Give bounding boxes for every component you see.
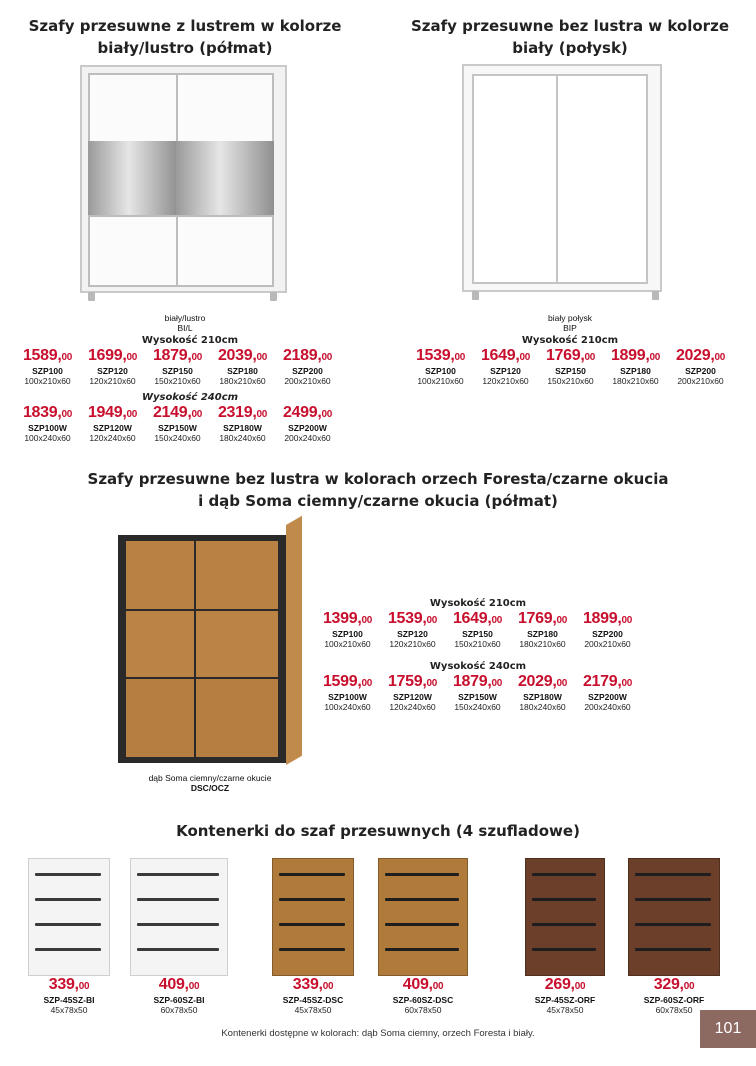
price: [603, 348, 668, 366]
price-cents: 00: [556, 678, 568, 689]
drawer-handle: [532, 873, 596, 876]
price-item: [380, 611, 445, 649]
price-item: [80, 348, 145, 386]
caption-wood: [130, 773, 290, 793]
door-panel: [126, 541, 194, 609]
title-line: biały/lustro (półmat): [97, 39, 273, 57]
price-row: [15, 348, 340, 386]
product-code: SZP150: [462, 629, 493, 639]
price-item: [210, 405, 275, 443]
product-code: SZP180: [620, 366, 651, 376]
price: [668, 348, 733, 366]
product-code: SZP120: [97, 366, 128, 376]
product-code: SZP-60SZ-BI: [153, 995, 205, 1005]
price-item: [538, 348, 603, 386]
price: [378, 977, 468, 995]
price: [315, 674, 380, 692]
product-code: SZP200W: [288, 423, 327, 433]
chest-price-block: [378, 977, 468, 1015]
product-code: SZP100: [332, 629, 363, 639]
price-item: [510, 611, 575, 649]
price: [210, 348, 275, 366]
price: [268, 977, 358, 995]
dimensions: 150x240x60: [454, 702, 501, 712]
price-cents: 00: [432, 981, 444, 992]
price: [629, 977, 719, 995]
price: [575, 674, 640, 692]
dimensions: 150x210x60: [454, 639, 501, 649]
price-cents: 00: [322, 981, 334, 992]
price-main: 1649,: [452, 610, 492, 627]
door-panel: [196, 679, 278, 757]
price-cents: 00: [361, 678, 373, 689]
height-240-label: Wysokość 240cm: [141, 392, 239, 403]
drawer-handle: [35, 948, 101, 951]
product-code: SZP100W: [328, 692, 367, 702]
height-210-label: Wysokość 210cm: [429, 598, 527, 609]
price-main: 1589,: [22, 347, 62, 364]
product-code: SZP180: [227, 366, 258, 376]
drawer-handle: [532, 923, 596, 926]
dimensions: 200x240x60: [584, 702, 631, 712]
price-row: [15, 405, 340, 443]
price-main: 2319,: [217, 404, 257, 421]
product-code: SZP120: [490, 366, 521, 376]
dimensions: 200x240x60: [284, 433, 331, 443]
price-cents: 00: [454, 352, 466, 363]
price-main: 329,: [653, 976, 684, 993]
price-item: [603, 348, 668, 386]
caption-line: dąb Soma ciemny/czarne okucie: [148, 773, 272, 783]
price: [210, 405, 275, 423]
dimensions: 180x210x60: [612, 376, 659, 386]
price: [445, 674, 510, 692]
price: [445, 611, 510, 629]
price-main: 2029,: [675, 347, 715, 364]
price-item: [315, 674, 380, 712]
price: [134, 977, 224, 995]
price-cents: 00: [126, 352, 138, 363]
price-row: [408, 348, 733, 386]
wardrobe-mirror-image: [80, 65, 287, 293]
product-code: SZP100: [32, 366, 63, 376]
dimensions: 180x210x60: [219, 376, 266, 386]
price-cents: 00: [361, 615, 373, 626]
dimensions: 180x210x60: [519, 639, 566, 649]
price-main: 409,: [158, 976, 189, 993]
section-title-gloss: [400, 15, 740, 59]
caption-line: biały/lustro: [164, 313, 206, 323]
price-item: [380, 674, 445, 712]
price-item: [445, 674, 510, 712]
price-cents: 00: [126, 409, 138, 420]
price: [520, 977, 610, 995]
price-main: 1539,: [415, 347, 455, 364]
price-cents: 00: [519, 352, 531, 363]
dimensions: 200x210x60: [677, 376, 724, 386]
price: [15, 405, 80, 423]
title-line: i dąb Soma ciemny/czarne okucia (półmat): [198, 492, 558, 510]
price-cents: 00: [61, 409, 73, 420]
product-code: SZP200: [292, 366, 323, 376]
price-item: [473, 348, 538, 386]
drawer-handle: [279, 898, 345, 901]
drawer-handle: [385, 923, 459, 926]
dimensions: 150x240x60: [154, 433, 201, 443]
chest-image: [272, 858, 354, 976]
price-item: [210, 348, 275, 386]
price-row: [315, 611, 640, 649]
product-code: SZP-45SZ-ORF: [534, 995, 596, 1005]
product-code: SZP100W: [28, 423, 67, 433]
price-main: 1769,: [517, 610, 557, 627]
dimensions: 150x210x60: [547, 376, 594, 386]
price-item: [145, 405, 210, 443]
price-main: 2039,: [217, 347, 257, 364]
price-item: [408, 348, 473, 386]
dimensions: 100x240x60: [324, 702, 371, 712]
price: [24, 977, 114, 995]
price-main: 1839,: [22, 404, 62, 421]
section-title-containers: Kontenerki do szaf przesuwnych (4 szufladowe): [176, 822, 580, 840]
product-code: SZP-60SZ-ORF: [643, 995, 705, 1005]
wardrobe-leg: [88, 292, 95, 301]
drawer-handle: [35, 873, 101, 876]
product-code: SZP-45SZ-DSC: [282, 995, 344, 1005]
dimensions: 180x240x60: [519, 702, 566, 712]
price: [145, 348, 210, 366]
dimensions: 200x210x60: [584, 639, 631, 649]
product-code: SZP150: [162, 366, 193, 376]
drawer-handle: [385, 898, 459, 901]
chest-image: [378, 858, 468, 976]
price: [510, 611, 575, 629]
price-item: [510, 674, 575, 712]
price-cents: 00: [321, 409, 333, 420]
drawer-handle: [385, 948, 459, 951]
dimensions: 45x78x50: [50, 1005, 88, 1015]
product-code: SZP-45SZ-BI: [43, 995, 95, 1005]
dimensions: 120x240x60: [89, 433, 136, 443]
price-main: 1539,: [387, 610, 427, 627]
price-main: 1949,: [87, 404, 127, 421]
section-title-wood: [20, 468, 736, 512]
door-panel: [176, 215, 274, 287]
price-cents: 00: [188, 981, 200, 992]
product-code: SZP200W: [588, 692, 627, 702]
price-item: [275, 348, 340, 386]
price-main: 2499,: [282, 404, 322, 421]
price-cents: 00: [683, 981, 695, 992]
product-code: SZP-60SZ-DSC: [392, 995, 454, 1005]
height-240-label: Wysokość 240cm: [429, 661, 527, 672]
chest-image: [628, 858, 720, 976]
wardrobe-gloss-image: [462, 64, 662, 292]
price-main: 1399,: [322, 610, 362, 627]
product-code: SZP150W: [458, 692, 497, 702]
price-cents: 00: [649, 352, 661, 363]
chest-image: [28, 858, 110, 976]
price: [510, 674, 575, 692]
drawer-handle: [137, 923, 219, 926]
drawer-handle: [137, 873, 219, 876]
price-main: 1769,: [545, 347, 585, 364]
price: [380, 674, 445, 692]
door-panel: [176, 73, 274, 143]
drawer-handle: [635, 898, 711, 901]
price-main: 1899,: [610, 347, 650, 364]
drawer-handle: [137, 898, 219, 901]
chest-price-block: [520, 977, 610, 1015]
dimensions: 200x210x60: [284, 376, 331, 386]
dimensions: 100x210x60: [324, 639, 371, 649]
price-cents: 00: [426, 678, 438, 689]
dimensions: 100x210x60: [24, 376, 71, 386]
price: [275, 348, 340, 366]
price-main: 339,: [292, 976, 323, 993]
price-cents: 00: [321, 352, 333, 363]
product-code: SZP180W: [523, 692, 562, 702]
chest-price-block: [268, 977, 358, 1015]
product-code: SZP150W: [158, 423, 197, 433]
price: [315, 611, 380, 629]
price-item: [80, 405, 145, 443]
price-cents: 00: [426, 615, 438, 626]
dimensions: 180x240x60: [219, 433, 266, 443]
drawer-handle: [635, 923, 711, 926]
price: [575, 611, 640, 629]
price-main: 1899,: [582, 610, 622, 627]
price-item: [668, 348, 733, 386]
price: [473, 348, 538, 366]
price-cents: 00: [256, 409, 268, 420]
dimensions: 60x78x50: [655, 1005, 693, 1015]
dimensions: 120x210x60: [389, 639, 436, 649]
drawer-handle: [279, 923, 345, 926]
price-cents: 00: [256, 352, 268, 363]
product-code: SZP150: [555, 366, 586, 376]
availability-note: Kontenerki dostępne w kolorach: dąb Soma ciemny, orzech Foresta i biały.: [221, 1028, 535, 1039]
door-panel: [88, 215, 178, 287]
price-cents: 00: [491, 615, 503, 626]
price-item: [315, 611, 380, 649]
dimensions: 120x210x60: [482, 376, 529, 386]
chest-image: [525, 858, 605, 976]
price-row: [315, 674, 640, 712]
price: [80, 405, 145, 423]
drawer-handle: [137, 948, 219, 951]
product-code: SZP200: [685, 366, 716, 376]
door-panel: [196, 541, 278, 609]
drawer-handle: [279, 873, 345, 876]
wardrobe-wood-image: [118, 525, 302, 765]
mirror-panel: [88, 141, 178, 215]
price: [15, 348, 80, 366]
price-item: [145, 348, 210, 386]
price-main: 2179,: [582, 673, 622, 690]
product-code: SZP180W: [223, 423, 262, 433]
drawer-handle: [385, 873, 459, 876]
door-panel: [126, 679, 194, 757]
chest-image: [130, 858, 228, 976]
dimensions: 60x78x50: [160, 1005, 198, 1015]
price-cents: 00: [621, 615, 633, 626]
price-cents: 00: [61, 352, 73, 363]
dimensions: 100x240x60: [24, 433, 71, 443]
drawer-handle: [35, 898, 101, 901]
product-code: SZP120W: [93, 423, 132, 433]
price-cents: 00: [714, 352, 726, 363]
title-line: Szafy przesuwne z lustrem w kolorze: [28, 17, 342, 35]
product-code: SZP120: [397, 629, 428, 639]
door-panel: [196, 611, 278, 677]
dimensions: 120x210x60: [89, 376, 136, 386]
price: [538, 348, 603, 366]
drawer-handle: [635, 873, 711, 876]
price-cents: 00: [491, 678, 503, 689]
product-code: SZP120W: [393, 692, 432, 702]
product-code: SZP100: [425, 366, 456, 376]
price-item: [575, 674, 640, 712]
price-item: [15, 405, 80, 443]
title-line: Szafy przesuwne bez lustra w kolorze: [411, 17, 729, 35]
chest-price-block: [24, 977, 114, 1015]
price-cents: 00: [621, 678, 633, 689]
caption-gloss: [515, 313, 625, 333]
price: [380, 611, 445, 629]
price: [145, 405, 210, 423]
caption-code: DSC/OCZ: [190, 783, 230, 793]
price: [80, 348, 145, 366]
price-cents: 00: [584, 352, 596, 363]
product-code: SZP200: [592, 629, 623, 639]
price: [275, 405, 340, 423]
height-210-label: Wysokość 210cm: [141, 335, 239, 346]
price: [408, 348, 473, 366]
door-panel: [472, 74, 558, 284]
wardrobe-leg: [472, 291, 479, 300]
height-210-label: Wysokość 210cm: [521, 335, 619, 346]
price-cents: 00: [78, 981, 90, 992]
dimensions: 60x78x50: [404, 1005, 442, 1015]
price-item: [575, 611, 640, 649]
price-main: 1759,: [387, 673, 427, 690]
price-main: 2149,: [152, 404, 192, 421]
price-cents: 00: [191, 409, 203, 420]
wardrobe-leg: [652, 291, 659, 300]
price-item: [445, 611, 510, 649]
page-number: 101: [700, 1010, 756, 1048]
title-line: biały (połysk): [512, 39, 628, 57]
chest-price-block: [134, 977, 224, 1015]
price-item: [275, 405, 340, 443]
caption-mirror: [130, 313, 240, 333]
price-main: 1599,: [322, 673, 362, 690]
title-line: Szafy przesuwne bez lustra w kolorach orzech Foresta/czarne okucia: [87, 470, 669, 488]
wardrobe-leg: [270, 292, 277, 301]
price-main: 1649,: [480, 347, 520, 364]
price-cents: 00: [191, 352, 203, 363]
dimensions: 120x240x60: [389, 702, 436, 712]
caption-code: BIP: [563, 323, 577, 333]
price-main: 1879,: [152, 347, 192, 364]
door-panel: [88, 73, 178, 143]
price-main: 1879,: [452, 673, 492, 690]
price-cents: 00: [574, 981, 586, 992]
drawer-handle: [279, 948, 345, 951]
price-main: 269,: [544, 976, 575, 993]
wardrobe-side: [286, 516, 302, 765]
drawer-handle: [635, 948, 711, 951]
door-panel: [556, 74, 648, 284]
product-code: SZP180: [527, 629, 558, 639]
dimensions: 100x210x60: [417, 376, 464, 386]
dimensions: 45x78x50: [294, 1005, 332, 1015]
caption-line: biały połysk: [548, 313, 592, 323]
door-panel: [126, 611, 194, 677]
price-main: 409,: [402, 976, 433, 993]
price-main: 2029,: [517, 673, 557, 690]
drawer-handle: [532, 948, 596, 951]
price-main: 1699,: [87, 347, 127, 364]
price-main: 2189,: [282, 347, 322, 364]
mirror-panel: [176, 141, 274, 215]
dimensions: 45x78x50: [546, 1005, 584, 1015]
caption-code: BI/L: [177, 323, 193, 333]
price-main: 339,: [48, 976, 79, 993]
drawer-handle: [532, 898, 596, 901]
price-cents: 00: [556, 615, 568, 626]
price-item: [15, 348, 80, 386]
drawer-handle: [35, 923, 101, 926]
section-title-mirror: [10, 15, 360, 59]
dimensions: 150x210x60: [154, 376, 201, 386]
